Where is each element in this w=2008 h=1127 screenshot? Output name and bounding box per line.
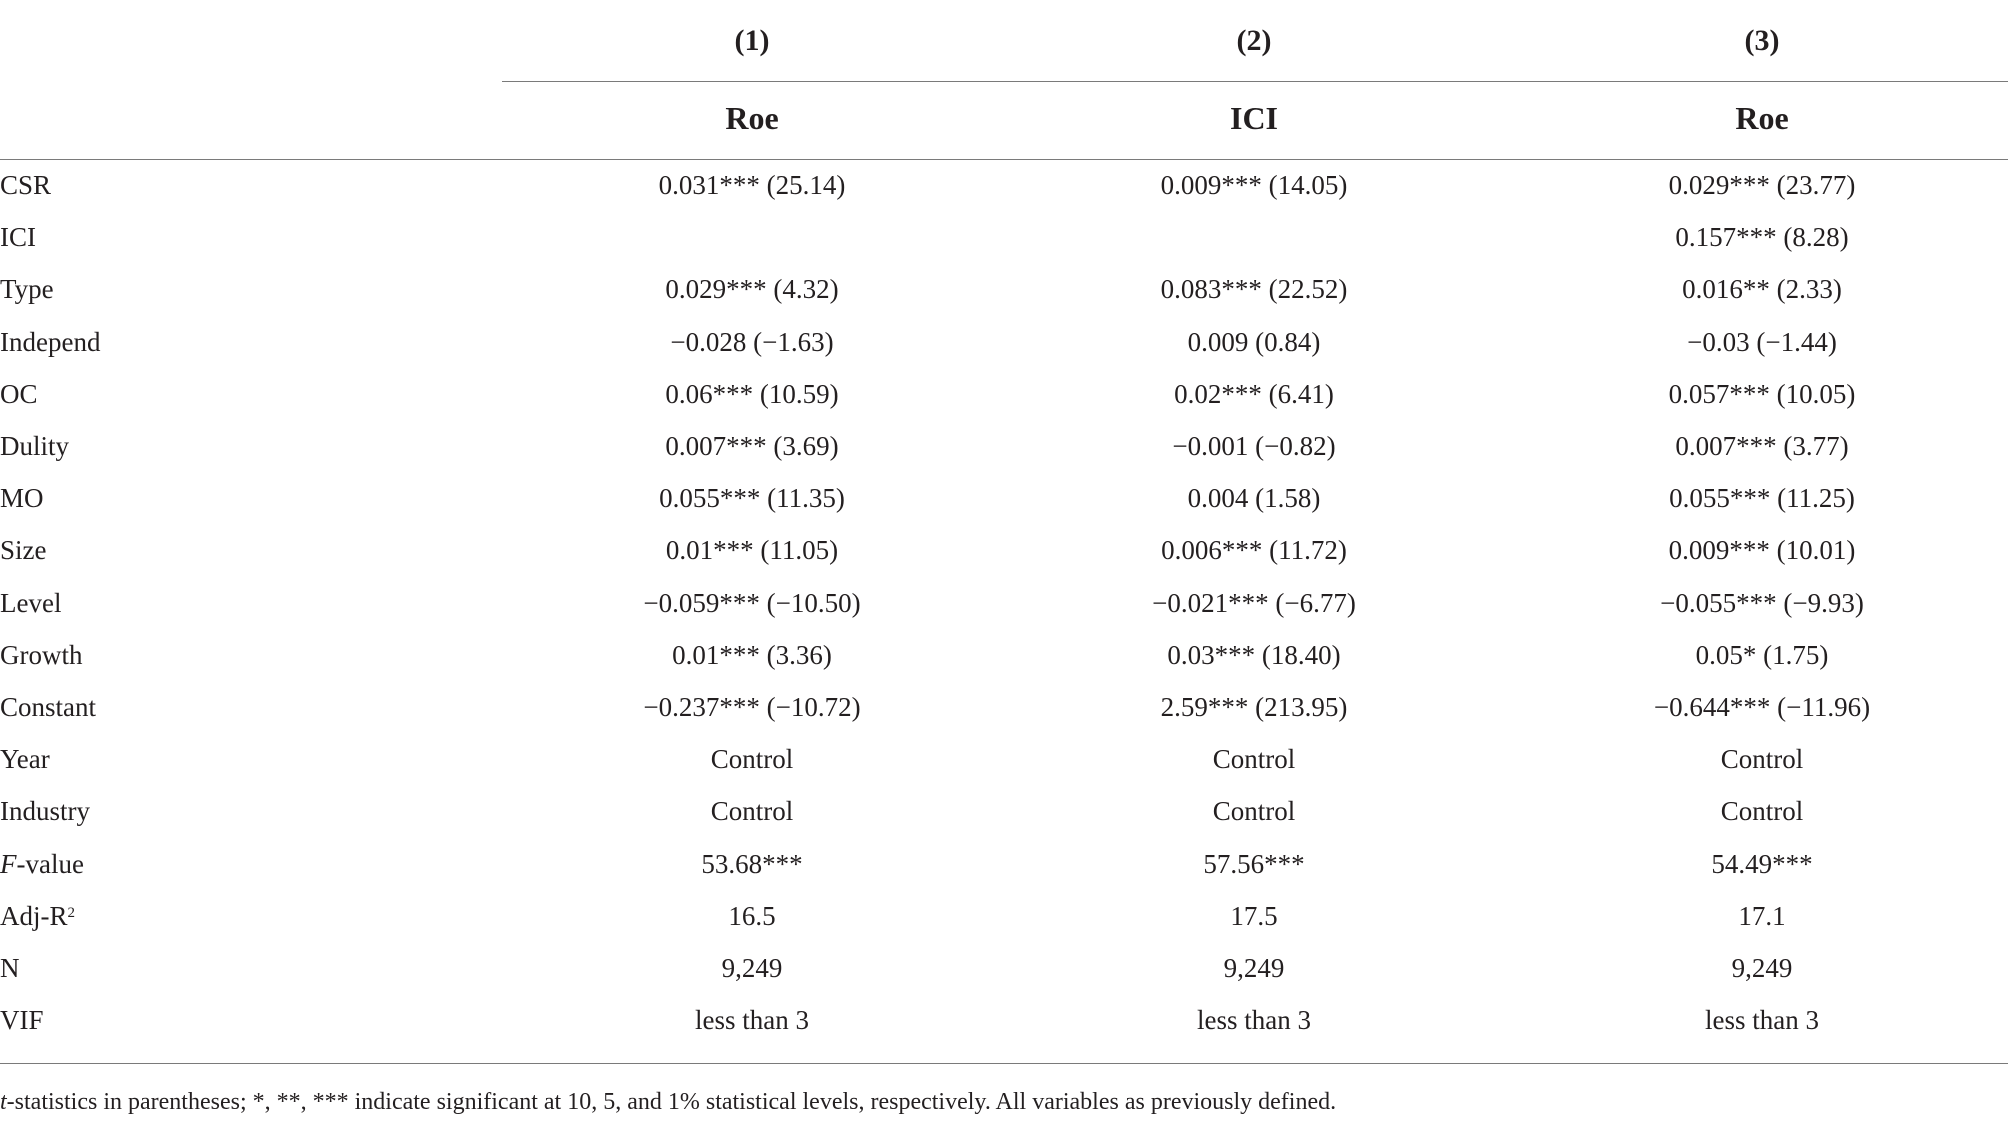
cell-col-2: 0.083*** (22.52) [1160,274,1348,305]
cell-col-2: 0.009*** (14.05) [1160,170,1348,200]
row-label: VIF [0,1005,44,1036]
row-label: Independ [0,326,101,357]
cell-col-2: 17.5 [1230,900,1278,931]
cell-col-3: 0.057*** (10.05) [1668,378,1856,409]
row-label: CSR [0,170,52,200]
col-number-1: (1) [734,24,770,57]
footnote-t-symbol: t [0,1089,7,1115]
row-label: Industry [0,796,90,827]
cell-col-1: −0.028 (−1.63) [670,326,834,357]
cell-col-1: 16.5 [728,900,776,931]
cell-col-1: 0.01*** (11.05) [665,535,839,566]
cell-col-1: −0.237*** (−10.72) [643,692,861,722]
dep-var-3: Roe [1735,100,1789,136]
table-row [0,890,2008,942]
cell-col-3: Control [1720,796,1804,827]
cell-col-2: Control [1212,744,1296,775]
cell-col-2: 0.009 (0.84) [1187,326,1321,357]
row-label: ICI [0,222,36,253]
table-row [0,263,2008,315]
row-label: Size [0,535,47,566]
table-bottom-rule [0,1063,2008,1064]
cell-col-1: 53.68*** [701,848,803,879]
row-label: Level [0,587,62,618]
row-label: Year [0,744,50,775]
cell-col-3: −0.055*** (−9.93) [1660,587,1864,618]
cell-col-2: −0.001 (−0.82) [1172,431,1336,461]
table-row [0,942,2008,994]
cell-col-3: Control [1720,744,1804,775]
row-label: N [0,953,20,983]
cell-col-3: 0.157*** (8.28) [1675,222,1849,253]
row-label: OC [0,378,38,409]
table-footnote [0,1085,1336,1119]
cell-col-2: 57.56*** [1203,848,1305,879]
cell-col-1: 9,249 [721,953,783,983]
cell-col-3: 9,249 [1731,953,1793,983]
footnote-text: -statistics in parentheses; *, **, *** indicate significant at 10, 5, and 1% statistical levels, respectively. All variables as previously defined. [6,1089,1337,1115]
cell-col-3: 0.055*** (11.25) [1669,483,1855,514]
cell-col-3: 17.1 [1738,900,1786,931]
cell-col-3: −0.03 (−1.44) [1687,326,1837,357]
dep-var-2: ICI [1229,100,1279,136]
row-label: Dulity [0,431,70,461]
table-row [0,420,2008,472]
table-row [0,524,2008,576]
cell-col-2: 0.006*** (11.72) [1161,535,1347,566]
dep-var-1: Roe [725,100,779,136]
cell-col-3: 0.009*** (10.01) [1668,535,1856,566]
cell-col-1: 0.055*** (11.35) [659,483,845,514]
cell-col-2: 0.004 (1.58) [1187,483,1321,514]
cell-col-3: 0.016** (2.33) [1682,274,1842,305]
row-label: Constant [0,692,97,722]
table-row [0,733,2008,785]
table-row [0,629,2008,681]
row-label: Adj-$R^2$ [0,900,75,931]
cell-col-2: Control [1212,796,1296,827]
cell-col-2: −0.021*** (−6.77) [1152,587,1356,618]
row-label: Type [0,274,54,305]
col-number-3: (3) [1744,24,1780,57]
cell-col-1: 0.031*** (25.14) [658,170,846,200]
table-row [0,472,2008,524]
table-row [0,159,2008,211]
cell-col-1: 0.01*** (3.36) [672,639,832,670]
table-row [0,368,2008,420]
cell-col-1: 0.06*** (10.59) [665,378,839,409]
table-row [0,316,2008,368]
cell-col-2: 9,249 [1223,953,1285,983]
cell-col-3: 54.49*** [1711,848,1813,879]
cell-col-3: 0.029*** (23.77) [1668,170,1856,200]
table-row [0,785,2008,837]
cell-col-1: 0.029*** (4.32) [665,274,839,305]
cell-col-2: less than 3 [1197,1005,1311,1036]
cell-col-1: Control [710,796,794,827]
cell-col-3: 0.05* (1.75) [1695,639,1829,670]
header-divider [502,81,2008,82]
cell-col-3: −0.644*** (−11.96) [1653,692,1871,722]
cell-col-2: 0.03*** (18.40) [1167,639,1341,670]
cell-col-2: 2.59*** (213.95) [1160,692,1348,722]
cell-col-1: less than 3 [695,1005,809,1036]
row-label: Growth [0,639,83,670]
cell-col-1: 0.007*** (3.69) [665,431,839,461]
cell-col-1: −0.059*** (−10.50) [643,587,861,618]
col-number-2: (2) [1236,24,1272,57]
table-row [0,994,2008,1046]
row-label: F-value [0,848,84,879]
table-row [0,681,2008,733]
cell-col-3: less than 3 [1705,1005,1819,1036]
cell-col-3: 0.007*** (3.77) [1675,431,1849,461]
row-label: MO [0,483,44,514]
table-row [0,577,2008,629]
table-row [0,211,2008,263]
cell-col-1: Control [710,744,794,775]
cell-col-2: 0.02*** (6.41) [1174,378,1334,409]
table-row [0,838,2008,890]
